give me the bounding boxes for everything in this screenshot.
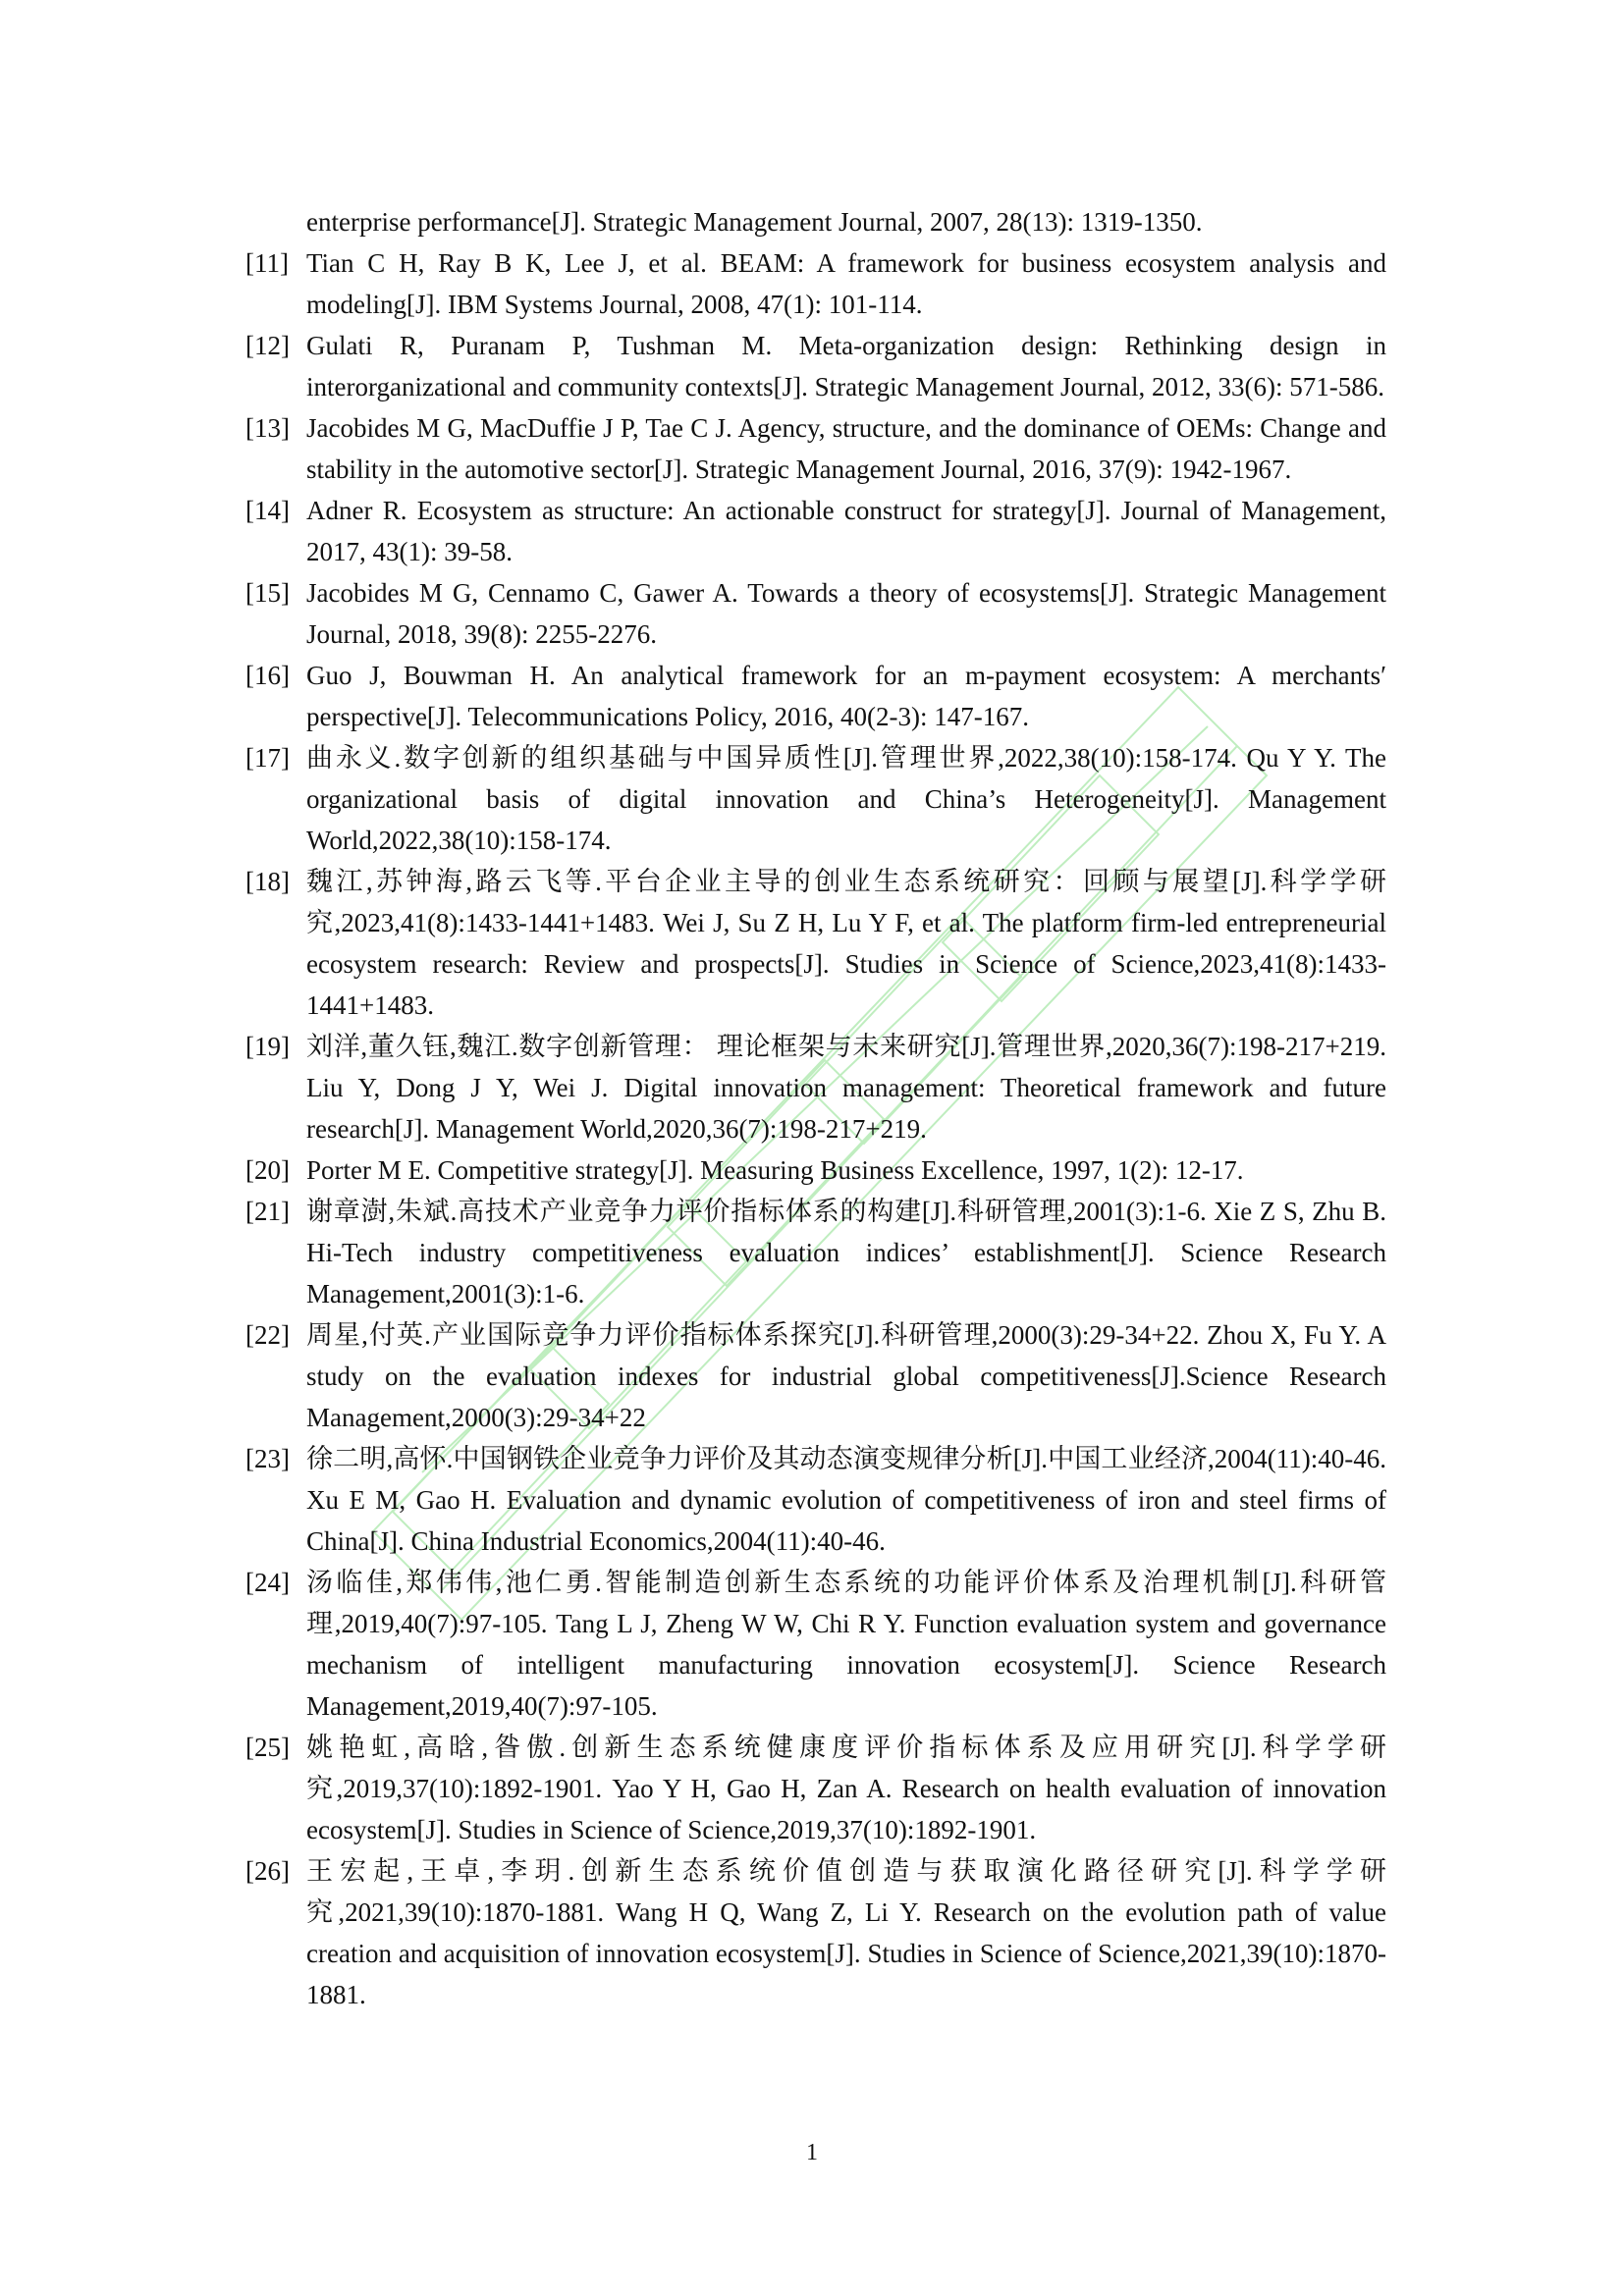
reference-number: [15]: [245, 578, 290, 608]
reference-number: [14]: [245, 496, 290, 525]
reference-text: 徐二明,高怀.中国钢铁企业竞争力评价及其动态演变规律分析[J].中国工业经济,2004(11):40-46. Xu E M, Gao H. Evaluation and dynamic evolution of competitiveness of iron and steel firms of China[J]. China Industrial Economics,2004(11):40-46.: [306, 1444, 1386, 1556]
reference-text: Tian C H, Ray B K, Lee J, et al. BEAM: A framework for business ecosystem analysis and modeling[J]. IBM Systems Journal, 2008, 47(1): 101-114.: [306, 248, 1386, 319]
page-number: 1: [806, 2140, 818, 2165]
reference-entry-24: [245, 1562, 1386, 1727]
reference-text: Porter M E. Competitive strategy[J]. Measuring Business Excellence, 1997, 1(2): 12-17.: [306, 1155, 1244, 1185]
reference-entry-18: [245, 861, 1386, 1026]
reference-text: 王宏起,王卓,李玥.创新生态系统价值创造与获取演化路径研究[J].科学学研究,2021,39(10):1870-1881. Wang H Q, Wang Z, Li Y. Research on the evolution path of value creation and acquisition of innovation ecosystem[J]. Studies in Science of Science,2021,39(10):1870-1881.: [306, 1856, 1386, 2009]
reference-entry-12: [245, 325, 1386, 407]
reference-number: [13]: [245, 413, 290, 443]
reference-text: 刘洋,董久钰,魏江.数字创新管理： 理论框架与未来研究[J].管理世界,2020,36(7):198-217+219. Liu Y, Dong J Y, Wei J. Digital innovation management: Theoretical framework and future research[J]. Management World,2020,36(7):198-217+219.: [306, 1032, 1386, 1144]
reference-text: 魏江,苏钟海,路云飞等.平台企业主导的创业生态系统研究：回顾与展望[J].科学学研究,2023,41(8):1433-1441+1483. Wei J, Su Z H, Lu Y F, et al. The platform firm-led entrepreneurial ecosystem research: Review and prospects[J]. Studies in Science of Science,2023,41(8):1433-1441+1483.: [306, 867, 1386, 1020]
reference-text: Jacobides M G, Cennamo C, Gawer A. Towards a theory of ecosystems[J]. Strategic Management Journal, 2018, 39(8): 2255-2276.: [306, 578, 1386, 649]
reference-list: [245, 201, 1386, 2015]
reference-entry-17: [245, 737, 1386, 861]
reference-entry-20: [245, 1149, 1386, 1191]
reference-text: Gulati R, Puranam P, Tushman M. Meta-organization design: Rethinking design in interorganizational and community contexts[J]. Strategic Management Journal, 2012, 33(6): 571-586.: [306, 331, 1386, 401]
reference-number: [19]: [245, 1032, 290, 1061]
reference-entry-26: [245, 1850, 1386, 2015]
reference-entry-25: [245, 1727, 1386, 1850]
reference-entry-10-continued: [245, 201, 1386, 242]
reference-entry-14: [245, 490, 1386, 572]
reference-text: 汤临佳,郑伟伟,池仁勇.智能制造创新生态系统的功能评价体系及治理机制[J].科研管理,2019,40(7):97-105. Tang L J, Zheng W W, Chi R Y. Function evaluation system and governance mechanism of intelligent manufacturing innovation ecosystem[J]. Science Research Management,2019,40(7):97-105.: [306, 1568, 1386, 1721]
reference-text: 谢章澍,朱斌.高技术产业竞争力评价指标体系的构建[J].科研管理,2001(3):1-6. Xie Z S, Zhu B. Hi-Tech industry competitiveness evaluation indices’ establishment[J]. Science Research Management,2001(3):1-6.: [306, 1197, 1386, 1308]
reference-entry-13: [245, 407, 1386, 490]
reference-text: Adner R. Ecosystem as structure: An actionable construct for strategy[J]. Journal of Management, 2017, 43(1): 39-58.: [306, 496, 1386, 566]
reference-number: [20]: [245, 1155, 290, 1185]
reference-text: Jacobides M G, MacDuffie J P, Tae C J. Agency, structure, and the dominance of OEMs: Change and stability in the automotive sector[J]. Strategic Management Journal, 2016, 37(9): 1942-1967.: [306, 413, 1386, 484]
reference-number: [21]: [245, 1197, 290, 1226]
reference-number: [17]: [245, 743, 290, 773]
reference-text: Guo J, Bouwman H. An analytical framework for an m-payment ecosystem: A merchants′ perspective[J]. Telecommunications Policy, 2016, 40(2-3): 147-167.: [306, 661, 1386, 731]
reference-text: enterprise performance[J]. Strategic Management Journal, 2007, 28(13): 1319-1350.: [306, 207, 1203, 237]
reference-number: [22]: [245, 1320, 290, 1350]
reference-number: [24]: [245, 1568, 290, 1597]
reference-number: [25]: [245, 1733, 290, 1762]
reference-text: 姚艳虹,高晗,昝傲.创新生态系统健康度评价指标体系及应用研究[J].科学学研究,2019,37(10):1892-1901. Yao Y H, Gao H, Zan A. Research on health evaluation of innovation ecosystem[J]. Studies in Science of Science,2019,37(10):1892-1901.: [306, 1733, 1386, 1844]
reference-text: 曲永义.数字创新的组织基础与中国异质性[J].管理世界,2022,38(10):158-174. Qu Y Y. The organizational basis of digital innovation and China’s Heterogeneity[J]. Management World,2022,38(10):158-174.: [306, 743, 1386, 855]
reference-entry-15: [245, 572, 1386, 655]
reference-number: [11]: [245, 248, 289, 278]
reference-entry-16: [245, 655, 1386, 737]
reference-entry-23: [245, 1438, 1386, 1562]
reference-number: [18]: [245, 867, 290, 896]
reference-entry-21: [245, 1191, 1386, 1314]
reference-number: [12]: [245, 331, 290, 360]
reference-number: [26]: [245, 1856, 290, 1886]
reference-number: [16]: [245, 661, 290, 690]
reference-number: [23]: [245, 1444, 290, 1473]
reference-entry-22: [245, 1314, 1386, 1438]
reference-entry-11: [245, 242, 1386, 325]
reference-text: 周星,付英.产业国际竞争力评价指标体系探究[J].科研管理,2000(3):29-34+22. Zhou X, Fu Y. A study on the evaluation indexes for industrial global competitiveness[J].Science Research Management,2000(3):29-34+22: [306, 1320, 1386, 1432]
reference-entry-19: [245, 1026, 1386, 1149]
